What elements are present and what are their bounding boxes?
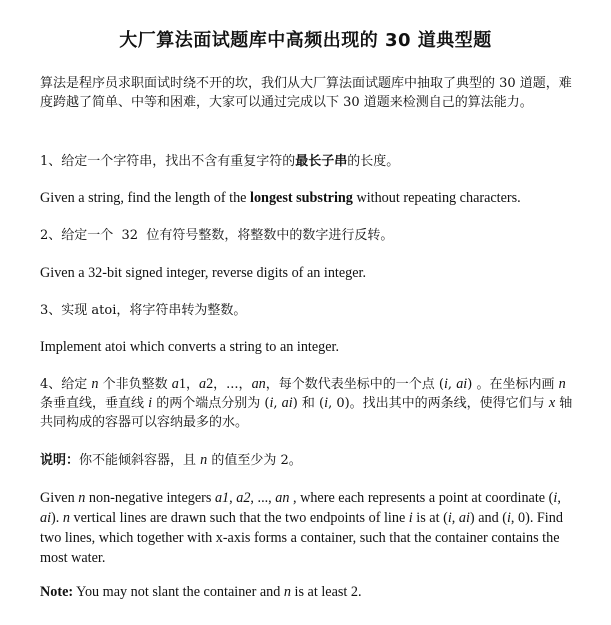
q4-zh-text: ，...， [213,377,252,392]
q4-zh [40,375,575,432]
q4-zh-var: 2 [206,376,214,392]
q4-zh-text: ) 和 ( [292,396,325,411]
q4-en-var: a2 [236,490,251,506]
q4-en-var: an [275,490,290,506]
q4-zh-var: a [198,376,207,392]
q4-en-text: , 0). Find two lines, which together with x-axis forms a container, such that the container contains the most water. [40,510,563,566]
page-title: 大厂算法面试题库中高频出现的 30 道典型题 [119,30,492,51]
q4-zh-var: n [258,376,266,392]
q4-zh-var: i [269,395,274,411]
q1-zh-bold: 最长子串 [295,154,348,169]
q4-en-var: ai [40,510,52,526]
en-note-text: You may not slant the container and [73,584,284,600]
q4-zh-text: ) 。在坐标内画 [467,377,559,392]
q4-zh-var: i [324,395,329,411]
q4-en-var: n [62,510,70,526]
q4-zh-text: 轴共同构成的容器可以容纳最多的水。 [40,396,573,430]
q3-zh: 3、实现 atoi，将字符串转为整数。 [40,303,247,318]
q4-en-var: i [408,510,413,526]
q4-zh-var: ai [456,376,468,392]
q4-zh-text: ，每个数代表坐标中的一个点 ( [265,377,444,392]
q4-zh-var: a [171,376,179,392]
q4-en-var: n [78,490,86,506]
q1-en-suffix: without repeating characters. [352,190,521,206]
q1-zh [40,152,575,171]
q4-en-note [40,583,575,602]
q1-en [40,189,575,208]
note-text: 的值至少为 2。 [207,453,302,468]
q3-en: Implement atoi which converts a string to an integer. [40,339,340,355]
q1-zh-prefix: 1、给定一个字符串，找出不含有重复字符的 [40,154,296,169]
q4-zh-text: , [447,377,457,392]
q2-en: Given a 32-bit signed integer, reverse digits of an integer. [40,265,367,281]
q4-en-text: ). [51,510,63,526]
en-note-text: is at least 2. [291,584,362,600]
q4-zh-text: 条垂直线，垂直线 [40,396,149,411]
q4-zh-var: a [251,376,259,392]
en-note-var: n [283,584,291,600]
q1-en-bold: longest substring [250,190,353,206]
q4-en-text: Given [40,490,79,506]
q4-zh-text: 4、给定 [40,377,92,392]
q4-en-var: i [447,510,452,526]
q4-zh-var: x [548,395,556,411]
q2-zh: 2、给定一个 32 位有符号整数，将整数中的数字进行反转。 [40,228,394,243]
q4-en-var: ai [458,510,470,526]
q4-en-text: , ..., [250,490,276,506]
q4-en-text: , [229,490,237,506]
q4-zh-text: ， [185,377,199,392]
q1-zh-suffix: 的长度。 [347,154,400,169]
q4-en [40,488,575,568]
en-note-label: Note: [40,584,74,600]
q4-en-text: non-negative integers [85,490,215,506]
note-var: n [200,452,208,468]
q4-zh-text: 个非负整数 [98,377,172,392]
q4-en-var: i [553,490,558,506]
q4-zh-var: n [91,376,99,392]
q4-en-text: is at ( [412,510,448,526]
q4-zh-var: n [558,376,566,392]
q4-en-text: ) and ( [469,510,507,526]
q4-en-text: , [451,510,459,526]
q4-en-text: vertical lines are drawn such that the two endpoints of line [69,510,409,526]
q4-en-var: a1 [214,490,230,506]
q4-en-text: , where each represents a point at coordinate ( [289,490,554,506]
note-text: 你不能倾斜容器，且 [79,453,201,468]
note-label: 说明： [40,453,80,468]
q4-zh-note [40,451,575,470]
q4-zh-var: i [443,376,448,392]
q4-zh-var: 1 [178,376,186,392]
q4-zh-var: i [148,395,153,411]
q4-zh-text: , 0)。找出其中的两条线，使得它们与 [328,396,549,411]
intro-paragraph: 算法是程序员求职面试时绕不开的坎，我们从大厂算法面试题库中抽取了典型的 30 道题，难度跨越了简单、中等和困难，大家可以通过完成以下 30 道题来检测自己的算法能力。 [40,76,572,110]
q4-en-text: , [557,490,561,506]
q4-zh-text: , [273,396,282,411]
q4-en-var: i [506,510,511,526]
q1-en-prefix: Given a string, find the length of the [40,190,251,206]
q4-zh-text: 的两个端点分别为 ( [152,396,270,411]
q4-zh-var: ai [281,395,293,411]
